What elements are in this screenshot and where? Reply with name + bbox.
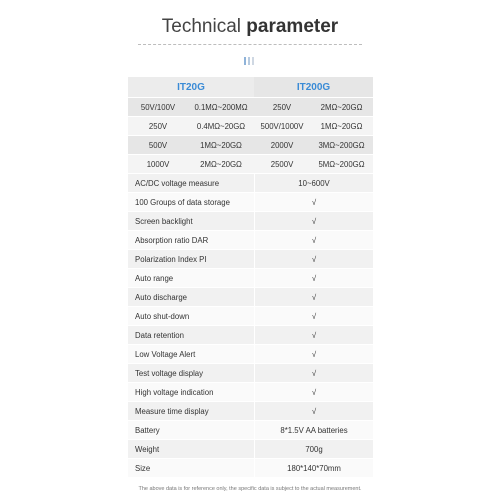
feature-row [128, 269, 373, 288]
feature-row [128, 174, 373, 193]
feature-row [128, 193, 373, 212]
feature-row [128, 402, 373, 421]
title-light: Technical [161, 16, 242, 37]
range-voltage: 50V/100V [128, 98, 188, 117]
model-header-it20g: IT20G [128, 77, 254, 98]
model-header-it200g: IT200G [254, 77, 373, 98]
feature-name: Polarization Index PI [128, 250, 254, 269]
range-resistance: 0.4MΩ~20GΩ [188, 117, 254, 136]
range-voltage: 500V/1000V [254, 117, 310, 136]
feature-name: Auto shut-down [128, 307, 254, 326]
feature-value: √ [254, 326, 373, 345]
range-voltage: 2500V [254, 155, 310, 174]
feature-name: 100 Groups of data storage [128, 193, 254, 212]
feature-value: √ [254, 193, 373, 212]
range-voltage: 250V [254, 98, 310, 117]
decorative-bars-icon [244, 57, 256, 65]
feature-value: √ [254, 307, 373, 326]
model-header-row [128, 77, 373, 98]
range-resistance: 0.1MΩ~200MΩ [188, 98, 254, 117]
range-row [128, 155, 373, 174]
feature-row [128, 307, 373, 326]
feature-row [128, 383, 373, 402]
feature-value: 10~600V [254, 174, 373, 193]
feature-row [128, 421, 373, 440]
feature-name: High voltage indication [128, 383, 254, 402]
feature-value: 8*1.5V AA batteries [254, 421, 373, 440]
feature-value: √ [254, 364, 373, 383]
footnote: The above data is for reference only, the specific data is subject to the actual measurement. [138, 486, 362, 492]
feature-row [128, 440, 373, 459]
range-row [128, 136, 373, 155]
feature-row [128, 364, 373, 383]
feature-name: AC/DC voltage measure [128, 174, 254, 193]
feature-row [128, 250, 373, 269]
range-resistance: 1MΩ~20GΩ [188, 136, 254, 155]
page-title [0, 14, 500, 40]
feature-name: Size [128, 459, 254, 478]
feature-value: √ [254, 288, 373, 307]
feature-row [128, 459, 373, 478]
feature-value: √ [254, 231, 373, 250]
feature-name: Screen backlight [128, 212, 254, 231]
feature-name: Measure time display [128, 402, 254, 421]
feature-row [128, 288, 373, 307]
range-resistance: 2MΩ~20GΩ [310, 98, 373, 117]
range-resistance: 1MΩ~20GΩ [310, 117, 373, 136]
feature-name: Test voltage display [128, 364, 254, 383]
feature-value: √ [254, 345, 373, 364]
feature-value: √ [254, 383, 373, 402]
feature-row [128, 326, 373, 345]
feature-name: Weight [128, 440, 254, 459]
feature-name: Battery [128, 421, 254, 440]
range-voltage: 250V [128, 117, 188, 136]
title-divider [138, 44, 362, 45]
range-resistance: 2MΩ~20GΩ [188, 155, 254, 174]
feature-value: 180*140*70mm [254, 459, 373, 478]
feature-row [128, 212, 373, 231]
feature-row [128, 345, 373, 364]
feature-name: Low Voltage Alert [128, 345, 254, 364]
feature-value: √ [254, 212, 373, 231]
feature-value: √ [254, 250, 373, 269]
title-bold: parameter [246, 16, 339, 37]
feature-name: Auto range [128, 269, 254, 288]
spec-table [128, 77, 373, 478]
feature-name: Absorption ratio DAR [128, 231, 254, 250]
range-row [128, 117, 373, 136]
feature-name: Data retention [128, 326, 254, 345]
range-resistance: 5MΩ~200GΩ [310, 155, 373, 174]
feature-row [128, 231, 373, 250]
range-row [128, 98, 373, 117]
feature-value: 700g [254, 440, 373, 459]
range-resistance: 3MΩ~200GΩ [310, 136, 373, 155]
range-voltage: 1000V [128, 155, 188, 174]
range-voltage: 500V [128, 136, 188, 155]
feature-name: Auto discharge [128, 288, 254, 307]
feature-value: √ [254, 402, 373, 421]
range-voltage: 2000V [254, 136, 310, 155]
feature-value: √ [254, 269, 373, 288]
